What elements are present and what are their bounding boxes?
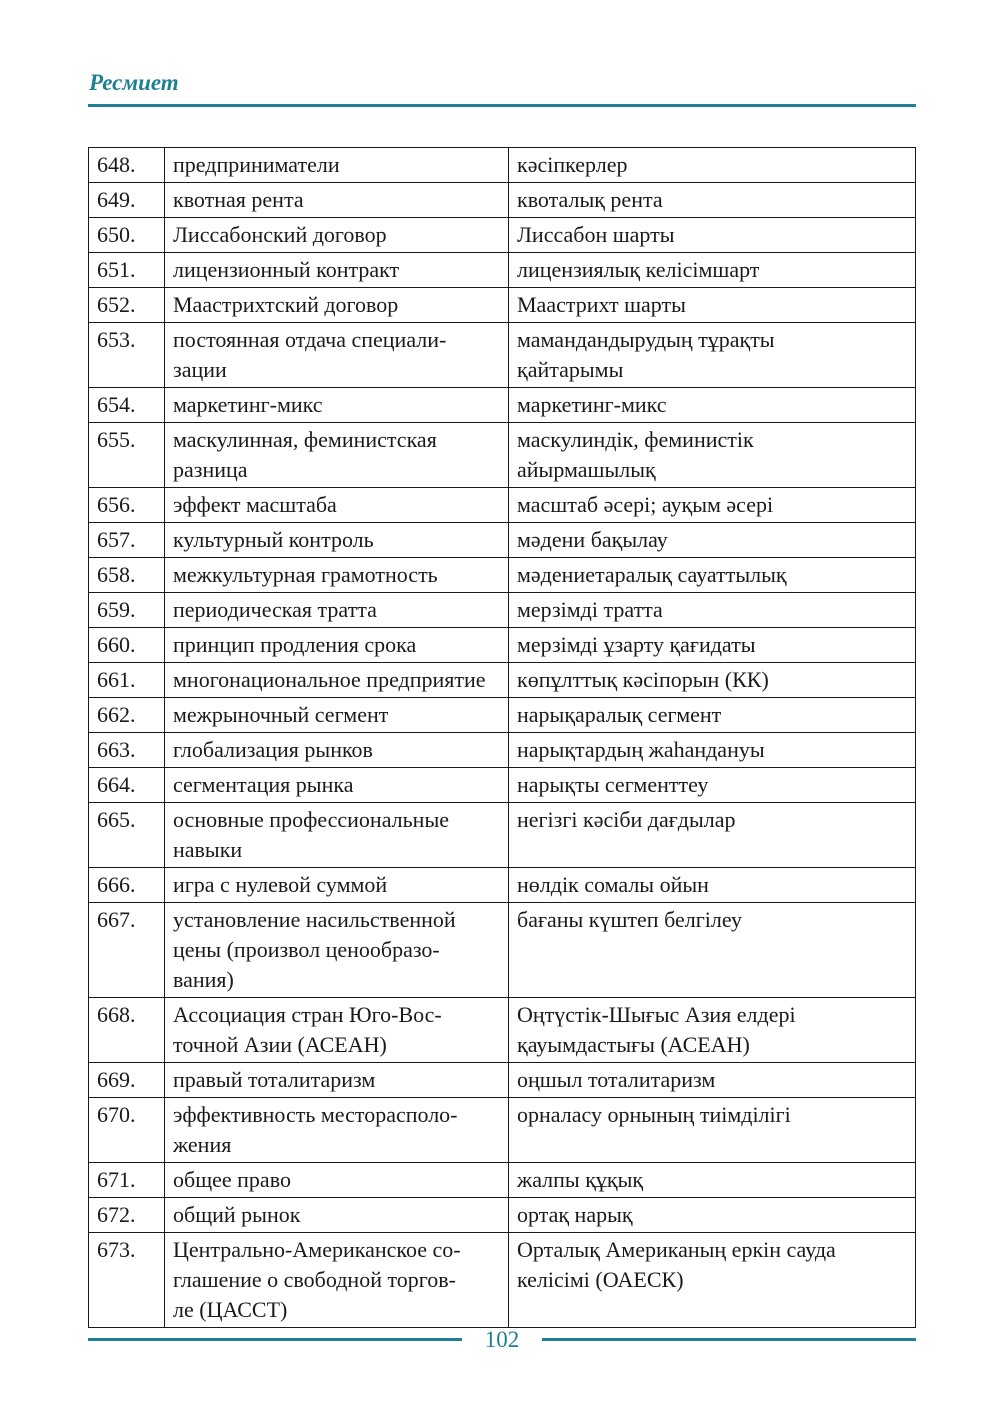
term-kazakh: нарықаралық сегмент bbox=[509, 698, 916, 733]
running-header-title: Ресмиет bbox=[89, 70, 179, 95]
term-number: 663. bbox=[89, 733, 165, 768]
footer-rule-left bbox=[88, 1338, 462, 1341]
term-russian: эффективность месторасполо- жения bbox=[165, 1098, 509, 1163]
footer-rule-right bbox=[542, 1338, 916, 1341]
header-rule bbox=[88, 104, 916, 107]
table-row bbox=[89, 148, 916, 183]
table-row bbox=[89, 998, 916, 1063]
term-kazakh: Маастрихт шарты bbox=[509, 288, 916, 323]
term-kazakh: көпұлттық кәсіпорын (КК) bbox=[509, 663, 916, 698]
term-number: 665. bbox=[89, 803, 165, 868]
table-row bbox=[89, 1233, 916, 1328]
term-russian: общее право bbox=[165, 1163, 509, 1198]
term-kazakh: мерзімді тратта bbox=[509, 593, 916, 628]
term-kazakh: кәсіпкерлер bbox=[509, 148, 916, 183]
term-kazakh: оңшыл тоталитаризм bbox=[509, 1063, 916, 1098]
table-row bbox=[89, 903, 916, 998]
term-russian: лицензионный контракт bbox=[165, 253, 509, 288]
term-number: 661. bbox=[89, 663, 165, 698]
table-row bbox=[89, 663, 916, 698]
term-number: 656. bbox=[89, 488, 165, 523]
term-number: 671. bbox=[89, 1163, 165, 1198]
term-number: 654. bbox=[89, 388, 165, 423]
table-row bbox=[89, 803, 916, 868]
term-russian: многонациональное предприятие bbox=[165, 663, 509, 698]
term-number: 651. bbox=[89, 253, 165, 288]
term-number: 660. bbox=[89, 628, 165, 663]
term-kazakh: Лиссабон шарты bbox=[509, 218, 916, 253]
table-row bbox=[89, 868, 916, 903]
term-kazakh: нарықты сегменттеу bbox=[509, 768, 916, 803]
term-kazakh: масштаб әсері; ауқым әсері bbox=[509, 488, 916, 523]
term-russian: предприниматели bbox=[165, 148, 509, 183]
term-number: 659. bbox=[89, 593, 165, 628]
table-row bbox=[89, 288, 916, 323]
term-russian: маркетинг-микс bbox=[165, 388, 509, 423]
term-russian: глобализация рынков bbox=[165, 733, 509, 768]
term-russian: общий рынок bbox=[165, 1198, 509, 1233]
term-kazakh: маркетинг-микс bbox=[509, 388, 916, 423]
term-russian: основные профессиональные навыки bbox=[165, 803, 509, 868]
table-row bbox=[89, 698, 916, 733]
term-kazakh: мерзімді ұзарту қағидаты bbox=[509, 628, 916, 663]
term-kazakh: лицензиялық келісімшарт bbox=[509, 253, 916, 288]
term-number: 650. bbox=[89, 218, 165, 253]
term-russian: периодическая тратта bbox=[165, 593, 509, 628]
term-kazakh: бағаны күштеп белгілеу bbox=[509, 903, 916, 998]
term-number: 653. bbox=[89, 323, 165, 388]
term-number: 670. bbox=[89, 1098, 165, 1163]
term-number: 655. bbox=[89, 423, 165, 488]
term-russian: культурный контроль bbox=[165, 523, 509, 558]
term-number: 648. bbox=[89, 148, 165, 183]
term-russian: принцип продления срока bbox=[165, 628, 509, 663]
term-kazakh: нарықтардың жаһандануы bbox=[509, 733, 916, 768]
table-row bbox=[89, 388, 916, 423]
term-number: 666. bbox=[89, 868, 165, 903]
term-kazakh: маскулиндік, феминистік айырмашылық bbox=[509, 423, 916, 488]
glossary-table-body bbox=[89, 148, 916, 1328]
term-number: 667. bbox=[89, 903, 165, 998]
term-kazakh: мәдениетаралық сауаттылық bbox=[509, 558, 916, 593]
table-row bbox=[89, 768, 916, 803]
term-kazakh: ортақ нарық bbox=[509, 1198, 916, 1233]
term-number: 662. bbox=[89, 698, 165, 733]
term-kazakh: жалпы құқық bbox=[509, 1163, 916, 1198]
term-russian: межкультурная грамотность bbox=[165, 558, 509, 593]
term-russian: сегментация рынка bbox=[165, 768, 509, 803]
term-kazakh: орналасу орнының тиімділігі bbox=[509, 1098, 916, 1163]
term-number: 657. bbox=[89, 523, 165, 558]
term-kazakh: мамандандырудың тұрақты қайтарымы bbox=[509, 323, 916, 388]
table-row bbox=[89, 423, 916, 488]
term-russian: Маастрихтский договор bbox=[165, 288, 509, 323]
term-kazakh: Орталық Американың еркін сауда келісімі (ОАЕСК) bbox=[509, 1233, 916, 1328]
term-kazakh: негізгі кәсіби дағдылар bbox=[509, 803, 916, 868]
term-kazakh: мәдени бақылау bbox=[509, 523, 916, 558]
table-row bbox=[89, 323, 916, 388]
table-row bbox=[89, 1063, 916, 1098]
term-number: 672. bbox=[89, 1198, 165, 1233]
table-row bbox=[89, 1163, 916, 1198]
term-number: 664. bbox=[89, 768, 165, 803]
table-row bbox=[89, 1098, 916, 1163]
term-russian: правый тоталитаризм bbox=[165, 1063, 509, 1098]
term-russian: установление насильственной цены (произвол ценообразо- вания) bbox=[165, 903, 509, 998]
term-number: 649. bbox=[89, 183, 165, 218]
table-row bbox=[89, 523, 916, 558]
table-row bbox=[89, 488, 916, 523]
term-number: 673. bbox=[89, 1233, 165, 1328]
term-russian: маскулинная, феминистская разница bbox=[165, 423, 509, 488]
table-row bbox=[89, 593, 916, 628]
term-russian: Лиссабонский договор bbox=[165, 218, 509, 253]
term-kazakh: квоталық рента bbox=[509, 183, 916, 218]
term-russian: эффект масштаба bbox=[165, 488, 509, 523]
table-row bbox=[89, 183, 916, 218]
table-row bbox=[89, 733, 916, 768]
term-kazakh: нөлдік сомалы ойын bbox=[509, 868, 916, 903]
term-russian: Центрально-Американское со- глашение о свободной торгов- ле (ЦАССТ) bbox=[165, 1233, 509, 1328]
term-number: 658. bbox=[89, 558, 165, 593]
table-row bbox=[89, 1198, 916, 1233]
table-row bbox=[89, 628, 916, 663]
term-number: 652. bbox=[89, 288, 165, 323]
term-russian: игра с нулевой суммой bbox=[165, 868, 509, 903]
page-number: 102 bbox=[484, 1327, 520, 1352]
term-number: 669. bbox=[89, 1063, 165, 1098]
term-russian: межрыночный сегмент bbox=[165, 698, 509, 733]
table-row bbox=[89, 253, 916, 288]
term-kazakh: Оңтүстік-Шығыс Азия елдері қауымдастығы (АСЕАН) bbox=[509, 998, 916, 1063]
term-russian: Ассоциация стран Юго-Вос- точной Азии (АСЕАН) bbox=[165, 998, 509, 1063]
term-number: 668. bbox=[89, 998, 165, 1063]
table-row bbox=[89, 218, 916, 253]
term-russian: квотная рента bbox=[165, 183, 509, 218]
glossary-table bbox=[88, 147, 916, 1328]
table-row bbox=[89, 558, 916, 593]
term-russian: постоянная отдача специали- зации bbox=[165, 323, 509, 388]
